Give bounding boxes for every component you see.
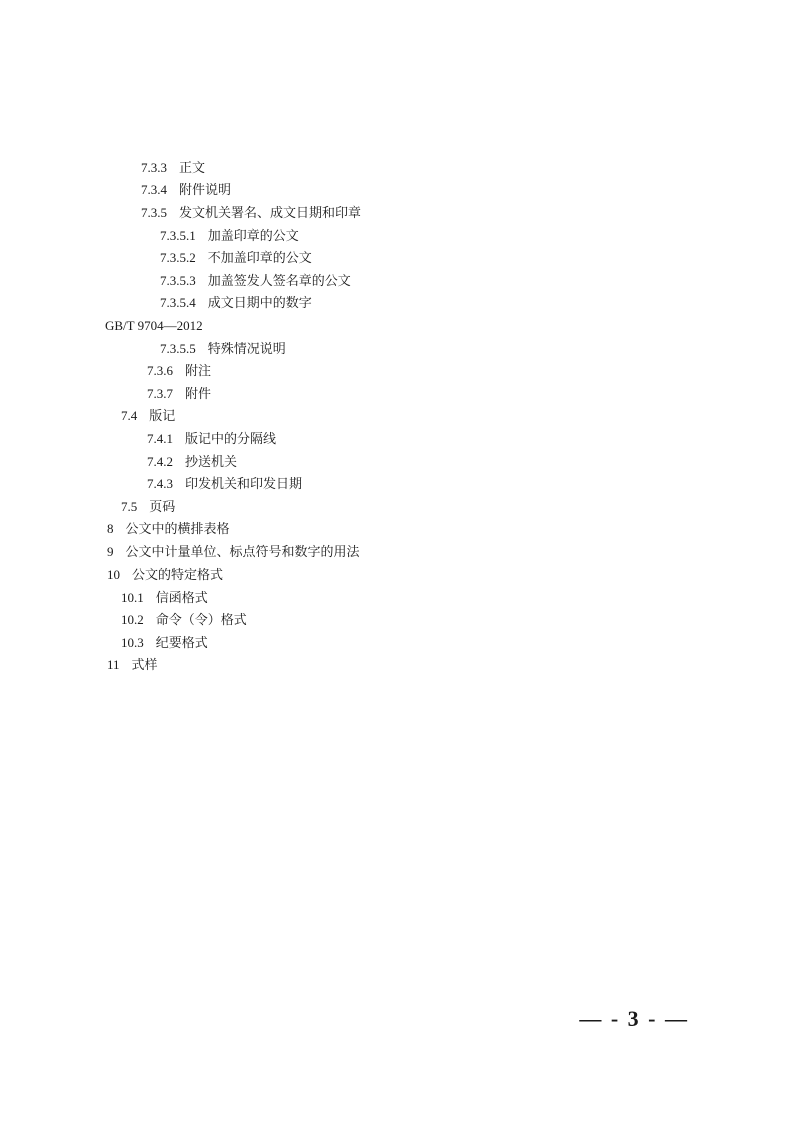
toc-entry[interactable]: [160, 250, 312, 267]
toc-entry[interactable]: [147, 363, 211, 380]
toc-entry[interactable]: [147, 476, 302, 493]
toc-entry[interactable]: [160, 228, 299, 245]
toc-entry[interactable]: [121, 590, 208, 607]
toc-entry-number: 10.2: [121, 612, 144, 627]
toc-entry[interactable]: [107, 544, 360, 561]
toc-entry-title: 信函格式: [155, 591, 208, 606]
toc-entry-number: 7.3.5.2: [160, 250, 196, 265]
toc-entry-title: 命令（令）格式: [155, 613, 247, 628]
toc-entry-title: 版记: [149, 409, 176, 424]
toc-entry-number: 7.4.1: [147, 431, 173, 446]
toc-entry[interactable]: [121, 408, 175, 425]
toc-entry-title: 正文: [179, 161, 206, 176]
toc-entry-title: 式样: [131, 658, 158, 673]
toc-entry-number: 7.4.2: [147, 454, 173, 469]
toc-entry-title: 附件: [185, 387, 212, 402]
toc-entry-title: 附件说明: [179, 183, 232, 198]
toc-entry-title: 发文机关署名、成文日期和印章: [179, 206, 362, 221]
toc-entry-number: 7.3.5.3: [160, 273, 196, 288]
standard-code-header: GB/T 9704—2012: [105, 318, 203, 333]
toc-entry[interactable]: [141, 205, 361, 222]
toc-entry[interactable]: [107, 521, 230, 538]
toc-entry-number: 11: [107, 657, 120, 672]
toc-entry-title: 附注: [185, 364, 212, 379]
toc-entry-number: 10.1: [121, 590, 144, 605]
toc-entry-title: 公文中的横排表格: [125, 522, 230, 537]
page-number: — - 3 - —: [579, 1006, 689, 1031]
toc-entry-title: 公文的特定格式: [132, 568, 224, 583]
toc-entry-number: 7.3.7: [147, 386, 173, 401]
toc-entry-number: 9: [107, 544, 114, 559]
toc-entry[interactable]: [160, 273, 351, 290]
toc-entry-number: 7.4: [121, 408, 138, 423]
toc-entry-number: 7.3.5.5: [160, 341, 196, 356]
toc-entry-number: 7.3.5.4: [160, 295, 196, 310]
toc-entry-title: 特殊情况说明: [207, 342, 286, 357]
toc-entry[interactable]: [121, 635, 208, 652]
toc-entry-number: 7.3.5.1: [160, 228, 196, 243]
toc-entry-title: 版记中的分隔线: [185, 432, 277, 447]
toc-entry[interactable]: [147, 431, 276, 448]
toc-entry-title: 印发机关和印发日期: [185, 477, 303, 492]
toc-entry[interactable]: [107, 657, 158, 674]
toc-entry[interactable]: [141, 182, 231, 199]
toc-entry-number: 7.4.3: [147, 476, 173, 491]
toc-entry[interactable]: [160, 295, 312, 312]
toc-entry-title: 加盖印章的公文: [207, 229, 299, 244]
toc-entry[interactable]: [160, 341, 286, 358]
toc-entry[interactable]: [141, 160, 205, 177]
toc-entry-number: 10.3: [121, 635, 144, 650]
toc-entry[interactable]: [147, 386, 211, 403]
toc-entry[interactable]: [147, 454, 237, 471]
toc-entry-title: 不加盖印章的公文: [207, 251, 312, 266]
toc-entry[interactable]: [121, 499, 175, 516]
toc-entry-number: 7.3.3: [141, 160, 167, 175]
toc-entry-title: 成文日期中的数字: [207, 296, 312, 311]
toc-entry[interactable]: [121, 612, 247, 629]
toc-entry-title: 页码: [149, 500, 176, 515]
toc-entry-number: 7.3.4: [141, 182, 167, 197]
toc-entry-title: 纪要格式: [155, 636, 208, 651]
toc-entry-title: 公文中计量单位、标点符号和数字的用法: [125, 545, 360, 560]
toc-entry-title: 抄送机关: [185, 455, 238, 470]
toc-entry-number: 8: [107, 521, 114, 536]
toc-entry-number: 7.3.6: [147, 363, 173, 378]
toc-entry-number: 10: [107, 567, 120, 582]
toc-entry[interactable]: [107, 567, 223, 584]
toc-entry-number: 7.3.5: [141, 205, 167, 220]
toc-entry-number: 7.5: [121, 499, 138, 514]
toc-entry-title: 加盖签发人签名章的公文: [207, 274, 351, 289]
